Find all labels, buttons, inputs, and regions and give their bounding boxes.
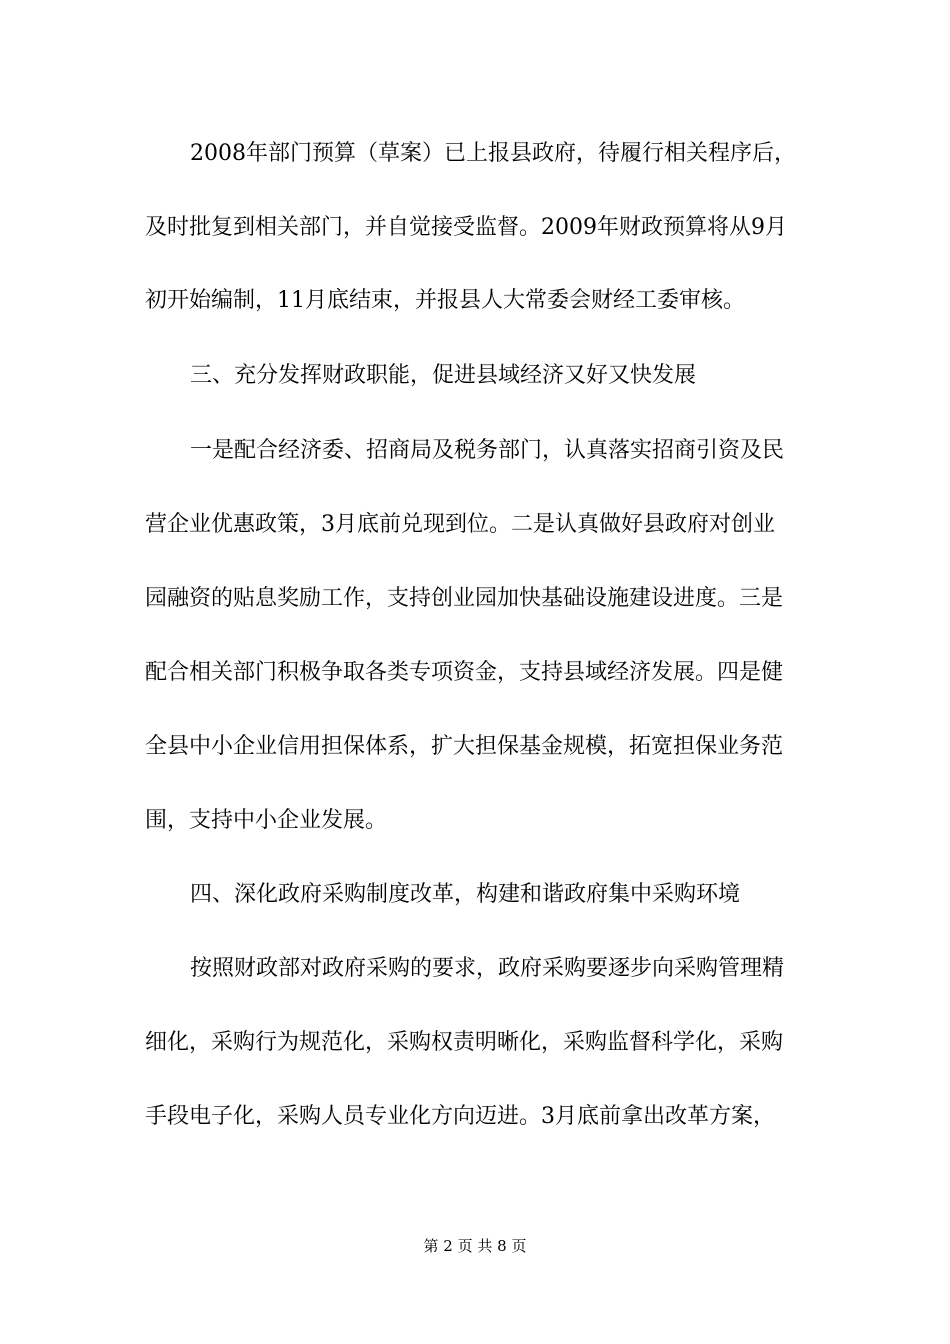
paragraph-line: 围，支持中小企业发展。	[145, 808, 388, 833]
section-heading: 三、充分发挥财政职能，促进县域经济又好又快发展	[190, 363, 697, 388]
paragraph-line: 手段电子化，采购人员专业化方向迈进。3月底前拿出改革方案，	[145, 1104, 775, 1129]
paragraph-line: 全县中小企业信用担保体系，扩大担保基金规模，拓宽担保业务范	[145, 734, 784, 759]
paragraph-line: 初开始编制，11月底结束，并报县人大常委会财经工委审核。	[145, 288, 745, 313]
paragraph-line: 2008年部门预算（草案）已上报县政府，待履行相关程序后，	[190, 141, 796, 166]
paragraph-line: 园融资的贴息奖励工作，支持创业园加快基础设施建设进度。三是	[145, 586, 784, 611]
page-number-footer: 第 2 页 共 8 页	[423, 1237, 527, 1255]
paragraph-line: 及时批复到相关部门，并自觉接受监督。2009年财政预算将从9月	[145, 215, 787, 240]
section-heading: 四、深化政府采购制度改革，构建和谐政府集中采购环境	[190, 882, 741, 907]
paragraph-line: 配合相关部门积极争取各类专项资金，支持县域经济发展。四是健	[145, 660, 784, 685]
paragraph-line: 按照财政部对政府采购的要求，政府采购要逐步向采购管理精	[190, 956, 785, 981]
paragraph-line: 细化，采购行为规范化，采购权责明晰化，采购监督科学化，采购	[145, 1030, 784, 1055]
paragraph-line: 一是配合经济委、招商局及税务部门，认真落实招商引资及民	[190, 438, 785, 463]
paragraph-line: 营企业优惠政策，3月底前兑现到位。二是认真做好县政府对创业	[145, 512, 775, 537]
